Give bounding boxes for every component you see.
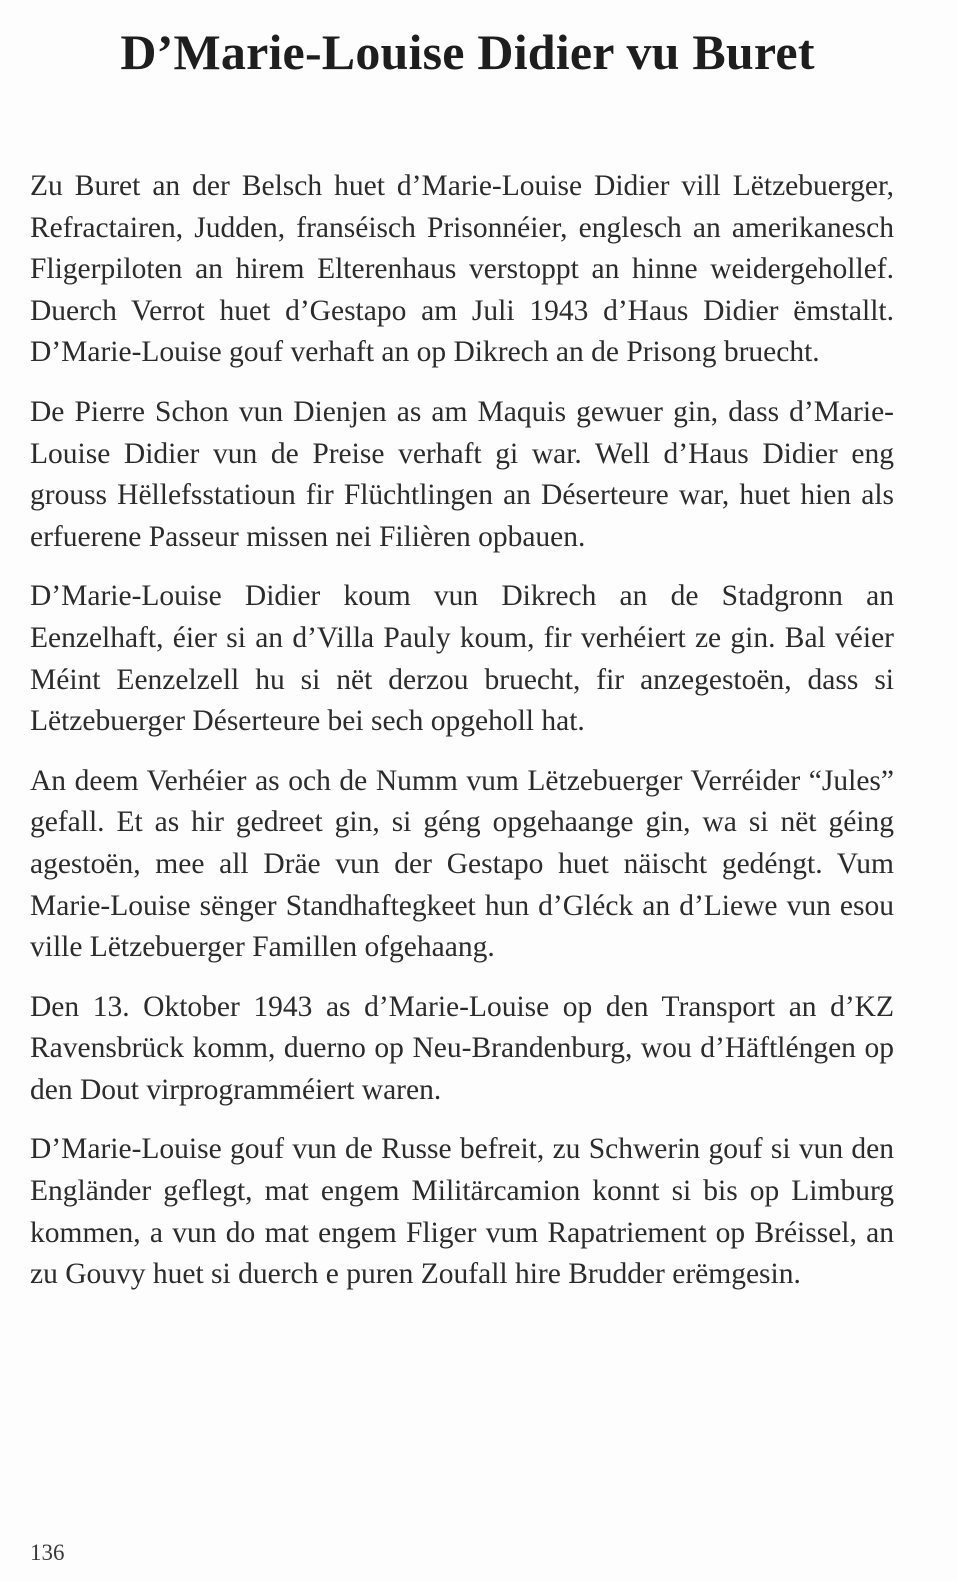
paragraph-3: D’Marie-Louise Didier koum vun Dikrech an de Stadgronn an Eenzelhaft, éier si an d’Villa Pauly koum, fir verhéiert ze gin. Bal véier Méint Eenzelzell hu si nët derzou bruecht, fir anzegestoën, dass si Lëtzebuerger Déserteure bei sech opgeholl hat. — [30, 580, 894, 738]
paragraph-4: An deem Verhéier as och de Numm vum Lëtzebuerger Verréider “Jules” gefall. Et as hir gedreet gin, si géng opgehaange gin, wa si nët géing agestoën, mee all Dräe vun der Gestapo huet näischt gedéngt. Vum Marie-Louise sënger Standhaftegkeet hun d’Gléck an d’Liewe vun esou ville Lëtzebuerger Famillen ofgehaang. — [30, 764, 894, 964]
page-number: 136 — [30, 1540, 65, 1565]
paragraph-5: Den 13. Oktober 1943 as d’Marie-Louise op den Transport an d’KZ Ravensbrück komm, duerno op Neu-Brandenburg, wou d’Häftléngen op den Dout virprogramméiert waren. — [30, 990, 894, 1106]
paragraph-2: De Pierre Schon vun Dienjen as am Maquis gewuer gin, dass d’Marie-Louise Didier vun de Preise verhaft gi war. Well d’Haus Didier eng grouss Hëllefsstatioun fir Flüchtlingen an Déserteure war, huet hien als erfuerene Passeur missen nei Filièren opbauen. — [30, 395, 894, 553]
paragraph-1: Zu Buret an der Belsch huet d’Marie-Louise Didier vill Lëtzebuerger, Refractairen, Judden, franséisch Prisonnéier, englesch an amerikanesch Fligerpiloten an hirem Elterenhaus verstoppt an hinne weidergehollef. Duerch Verrot huet d’Gestapo am Juli 1943 d’Haus Didier ëmstallt. D’Marie-Louise gouf verhaft an op Dikrech an de Prisong bruecht. — [30, 170, 894, 369]
paragraph-6: D’Marie-Louise gouf vun de Russe befreit, zu Schwerin gouf si vun den Engländer geflegt, mat engem Militärcamion konnt si bis op Limburg kommen, a vun do mat engem Fliger vum Rapatriement op Bréissel, an zu Gouvy huet si duerch e puren Zoufall hire Brudder erëmgesin. — [30, 1133, 894, 1291]
article-body — [30, 166, 894, 1314]
page-title: D’Marie-Louise Didier vu Buret — [120, 24, 815, 80]
